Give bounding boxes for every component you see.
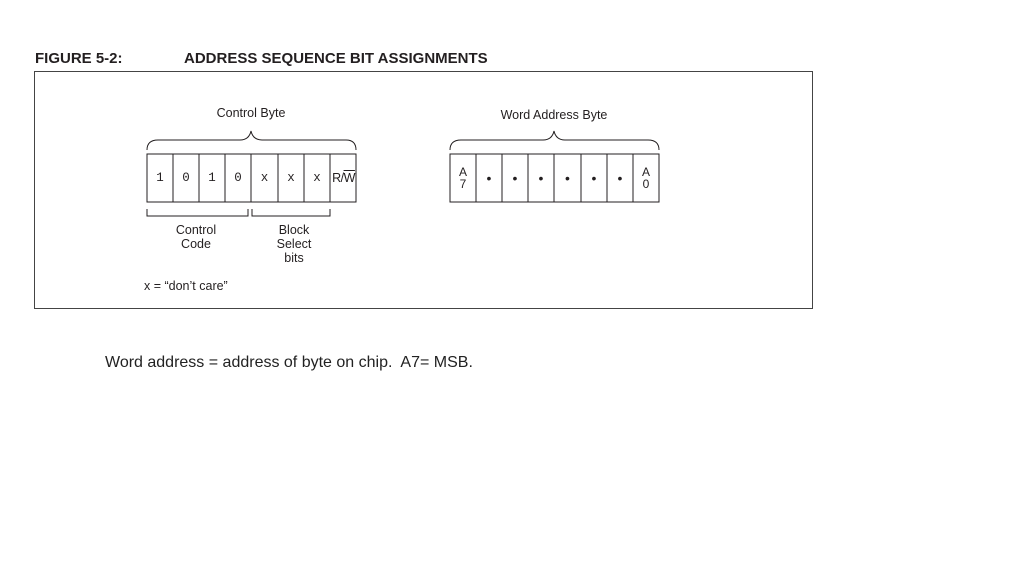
a0-letter: A (641, 165, 650, 179)
block-select-bracket (252, 209, 330, 216)
a0-number: 0 (642, 177, 650, 191)
block-select-line-1: Block (278, 223, 310, 237)
control-byte-heading: Control Byte (216, 106, 286, 120)
a7-letter: A (458, 165, 467, 179)
block-select-line-2: Select (276, 237, 312, 251)
control-bit-rw (330, 154, 357, 202)
word-bit-a3: • (565, 170, 570, 186)
figure-title: ADDRESS SEQUENCE BIT ASSIGNMENTS (184, 50, 488, 67)
figure-label: FIGURE 5-2: (35, 50, 123, 67)
word-bit-a0 (633, 154, 659, 202)
a7-number: 7 (459, 177, 467, 191)
control-bit-1: x (313, 171, 321, 185)
word-bit-a1: • (617, 170, 623, 186)
block-select-line-3: bits (284, 251, 304, 265)
control-code-line-2: Code (181, 237, 211, 251)
slide-caption: Word address = address of byte on chip. A7= MSB. (105, 354, 473, 371)
control-code-label (160, 223, 232, 251)
control-bit-5: 1 (208, 171, 216, 185)
word-bit-a4: • (538, 170, 544, 186)
word-bit-a7 (450, 154, 476, 202)
rw-prefix: R/ (332, 171, 344, 185)
control-bit-3: x (260, 171, 269, 185)
word-address-brace (450, 131, 659, 150)
rw-write-overlined: $\overline{W}$ (343, 171, 355, 185)
block-select-label (258, 223, 330, 265)
control-code-bracket (147, 209, 248, 216)
word-bit-a2: • (591, 170, 597, 186)
control-bit-4: 0 (234, 171, 242, 185)
word-bit-a5: • (512, 170, 518, 186)
control-bit-6: 0 (182, 171, 190, 185)
word-bit-a6: • (486, 170, 492, 186)
word-address-heading: Word Address Byte (500, 108, 608, 122)
control-byte-brace (147, 131, 356, 150)
control-bit-2: x (287, 171, 295, 185)
control-bit-7: 1 (156, 171, 164, 185)
control-code-line-1: Control (175, 223, 217, 237)
dont-care-legend: x = “don’t care” (144, 279, 228, 293)
